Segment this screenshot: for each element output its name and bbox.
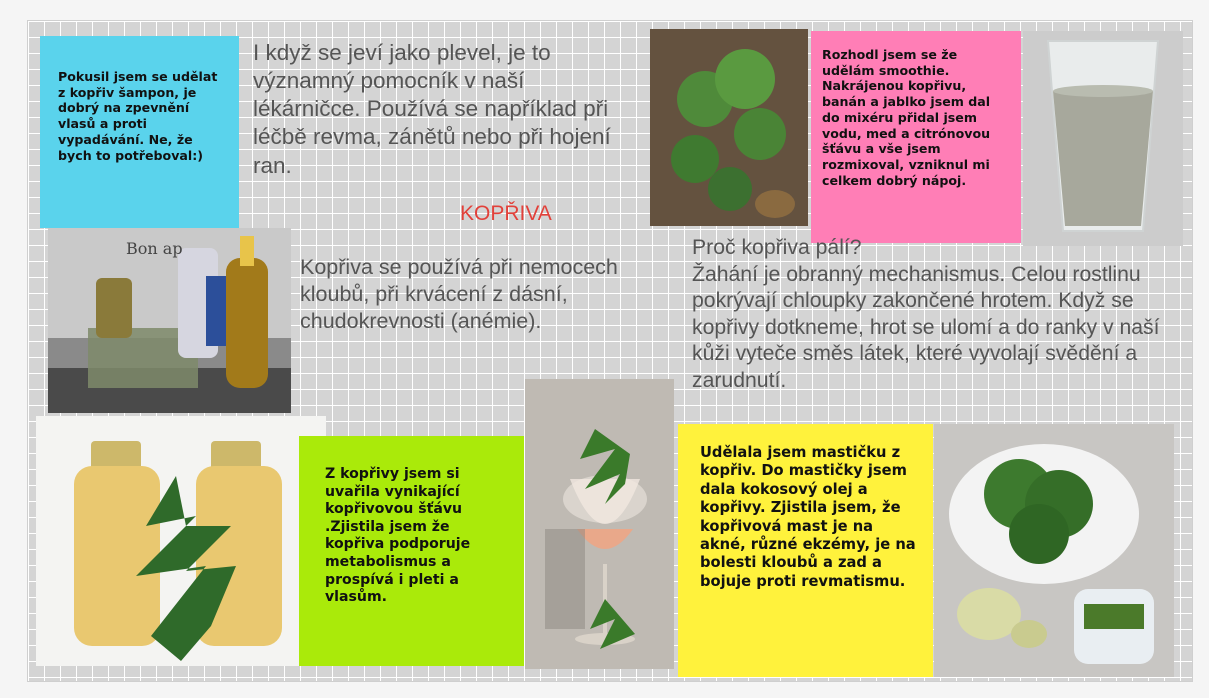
- juice-bottles-photo: [36, 416, 326, 666]
- page-title: KOPŘIVA: [460, 202, 552, 225]
- ointment-photo: [934, 424, 1174, 677]
- juice-note: [299, 436, 524, 666]
- smoothie-note-text: Rozhodl jsem se že udělám smoothie. Nakrájenou kopřivu, banán a jablko jsem dal do mixéru přidal jsem vodu, med a citrónovou šťávu a vše jsem rozmixoval, vzniknul mi celkem dobrý nápoj.: [822, 47, 991, 188]
- smoothie-note: [811, 31, 1021, 243]
- nettle-plant-photo: [650, 29, 808, 226]
- collage-board: [27, 20, 1193, 682]
- ointment-note-text: Udělala jsem mastičku z kopřiv. Do mastičky jsem dala kokosový olej a kopřivy. Zjistila jsem, že kopřivová mast je na akné, různé ekzémy, je na bolesti kloubů a zad a bojuje proti revmatismu.: [700, 444, 916, 590]
- jar-label: Bon ap: [126, 239, 183, 258]
- shampoo-note-text: Pokusil jsem se udělat z kopřiv šampon, je dobrý na zpevnění vlasů a proti vypadávání. Ne, že bych to potřeboval:): [58, 69, 218, 163]
- wine-glass-photo: [525, 379, 674, 669]
- smoothie-glass-photo: [1023, 31, 1183, 246]
- shampoo-note: [40, 36, 239, 228]
- jar-oil-photo: [48, 228, 291, 413]
- why-burns-text: [692, 235, 1197, 394]
- why-burns-question: Proč kopřiva pálí?: [692, 236, 862, 259]
- why-burns-answer: Žahání je obranný mechanismus. Celou rostlinu pokrývají chloupky zakončené hrotem. Když se kopřivy dotkneme, hrot se ulomí a do ranky v naší kůži vyteče směs látek, které vyvolají svědění a zarudnutí.: [692, 262, 1160, 392]
- weed-text: I když se jeví jako plevel, je to významný pomocník v naší lékárničce. Používá se například při léčbě revma, zánětů nebo při hojení ran.: [253, 40, 611, 178]
- joints-text: Kopřiva se používá při nemocech kloubů, při krvácení z dásní, chudokrevnosti (anémie).: [300, 255, 618, 333]
- ointment-note: [678, 424, 933, 677]
- juice-note-text: Z kopřivy jsem si uvařila vynikající kopřivovou šťávu .Zjistila jsem že kopřiva podporuje metabolismus a prospívá i pleti a vlasům.: [325, 466, 471, 606]
